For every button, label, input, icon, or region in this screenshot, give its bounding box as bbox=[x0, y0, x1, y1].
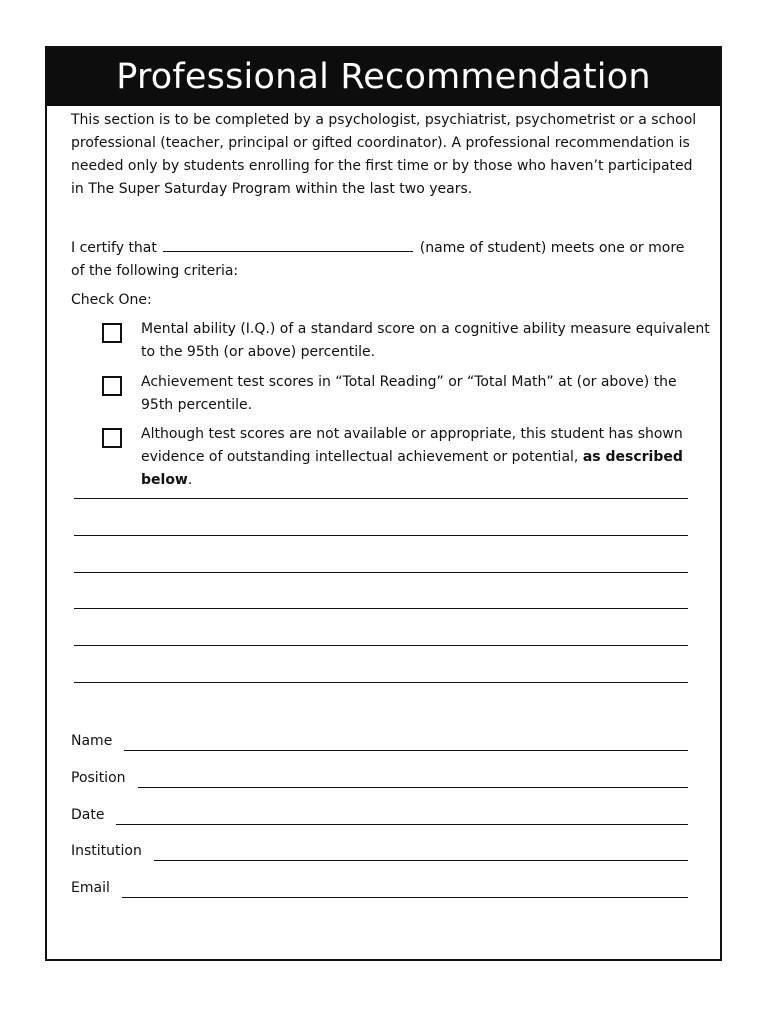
option-label: Achievement test scores in “Total Reading” or “Total Math” at (or above) the 95th percentile. bbox=[141, 374, 677, 413]
email-field[interactable] bbox=[122, 881, 688, 898]
position-row bbox=[71, 768, 688, 788]
option-emphasis: as described below bbox=[141, 449, 683, 488]
form-title: Professional Recommendation bbox=[116, 57, 651, 97]
certify-suffix: (name of student) meets one or more of the following criteria: bbox=[71, 240, 685, 279]
checkbox-achievement-scores[interactable] bbox=[102, 376, 122, 396]
certify-statement bbox=[71, 237, 701, 283]
position-label: Position bbox=[71, 770, 126, 786]
description-line[interactable] bbox=[74, 608, 688, 609]
checkbox-outstanding-potential[interactable] bbox=[102, 428, 122, 448]
description-line[interactable] bbox=[74, 572, 688, 573]
description-line[interactable] bbox=[74, 498, 688, 499]
institution-field[interactable] bbox=[154, 844, 688, 861]
checkbox-mental-ability[interactable] bbox=[102, 323, 122, 343]
email-label: Email bbox=[71, 880, 110, 896]
name-field[interactable] bbox=[124, 734, 688, 751]
check-one-label: Check One: bbox=[71, 292, 152, 308]
certify-prefix: I certify that bbox=[71, 240, 157, 256]
date-field[interactable] bbox=[116, 808, 688, 825]
date-row bbox=[71, 805, 688, 825]
name-label: Name bbox=[71, 733, 113, 749]
option-end: . bbox=[187, 472, 193, 488]
option-label bbox=[141, 423, 711, 492]
option-text: Although test scores are not available or appropriate, this student has shown evidence of outstanding intellectual achievement or potential, bbox=[141, 426, 683, 465]
option-label: Mental ability (I.Q.) of a standard score on a cognitive ability measure equivalent to the 95th (or above) percentile. bbox=[141, 321, 710, 360]
institution-row bbox=[71, 841, 688, 861]
description-line[interactable] bbox=[74, 645, 688, 646]
student-name-field[interactable] bbox=[163, 237, 413, 252]
recommendation-form bbox=[45, 46, 722, 961]
name-row bbox=[71, 731, 688, 751]
institution-label: Institution bbox=[71, 843, 142, 859]
form-header bbox=[47, 48, 720, 106]
position-field[interactable] bbox=[138, 771, 688, 788]
description-line[interactable] bbox=[74, 535, 688, 536]
email-row bbox=[71, 878, 688, 898]
intro-paragraph: This section is to be completed by a psychologist, psychiatrist, psychometrist or a school professional (teacher, principal or gifted coordinator). A professional recommendation is needed only by students enrolling for the first time or by those who haven’t participated in The Super Saturday Program within the last two years. bbox=[71, 112, 697, 197]
description-line[interactable] bbox=[74, 682, 688, 683]
date-label: Date bbox=[71, 807, 105, 823]
